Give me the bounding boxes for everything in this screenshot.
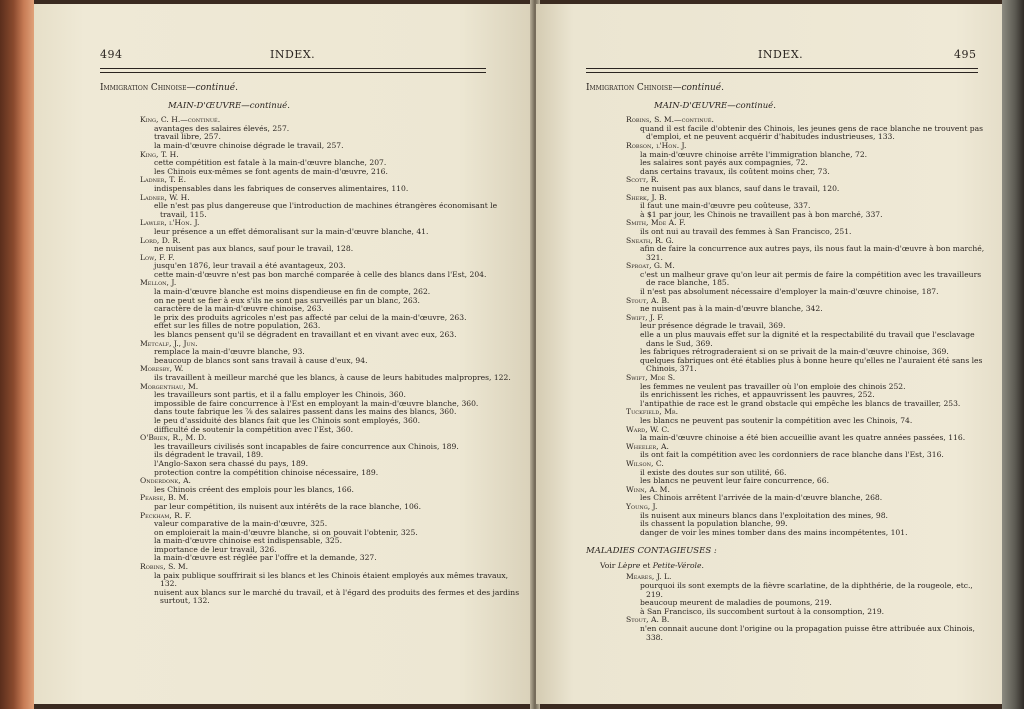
index-entry-line: ils dégradent le travail, 189. xyxy=(154,450,264,460)
index-entry-group xyxy=(586,314,986,374)
right-content xyxy=(586,84,986,642)
index-entry-name: Lawler, l'Hon. J. xyxy=(140,218,200,228)
index-entry-line: indispensables dans les fabriques de conserves alimentaires, 110. xyxy=(154,183,409,193)
index-entry-line: afin de faire la concurrence aux autres pays, ils nous faut la main-d'œuvre à bon marché, 321. xyxy=(640,244,985,262)
index-entry-name: Meares, J. L. xyxy=(626,572,672,582)
index-entry-group xyxy=(100,563,520,606)
left-page xyxy=(34,4,534,704)
index-entry-name: Ward, W. C. xyxy=(626,424,670,434)
right-page-header: INDEX. xyxy=(758,48,804,61)
index-entry-line: la main-d'œuvre chinoise a été bien accueillie avant les quatre années passées, 116. xyxy=(640,433,966,443)
index-entry-line: ils ont fait la compétition avec les cordonniers de race blanche dans l'Est, 316. xyxy=(640,450,944,460)
index-entry-line: danger de voir les mines tomber dans des mains incompétentes, 101. xyxy=(640,527,908,537)
index-entry-group xyxy=(100,237,520,254)
index-entry-group xyxy=(100,512,520,564)
index-entry-line: difficulté de soutenir la compétition avec l'Est, 360. xyxy=(154,424,353,434)
left-subsection-title: MAIN-D'ŒUVRE—continué. xyxy=(168,100,290,111)
index-entry-line: les blancs ne peuvent pas soutenir la compétition avec les Chinois, 74. xyxy=(640,415,913,425)
index-entry-group xyxy=(100,176,520,193)
index-entry-line: ils chassent la population blanche, 99. xyxy=(640,519,788,529)
index-entry-name: Low, F. F. xyxy=(140,252,175,262)
index-entry-line: ils enrichissent les riches, et appauvrissent les pauvres, 252. xyxy=(640,390,875,400)
left-section-title: Immigration Chinoise—continué. xyxy=(100,83,238,93)
index-entry-name: Sneath, R. G. xyxy=(626,235,674,245)
index-entry-name: Stout, A. B. xyxy=(626,615,670,625)
index-entry-line: les Chinois créent des emplois pour les blancs, 166. xyxy=(154,484,354,494)
index-entry-name: O'Brien, R., M. D. xyxy=(140,433,207,443)
index-entry-line: la main-d'œuvre chinoise dégrade le travail, 257. xyxy=(154,140,344,150)
index-entry-name: Scott, R. xyxy=(626,175,659,185)
index-entry-line: la paix publique souffrirait si les blancs et les Chinois étaient employés aux mêmes travaux, 132. xyxy=(154,570,509,589)
index-entry-group xyxy=(586,616,986,642)
index-entry-line: ils ont nui au travail des femmes à San Francisco, 251. xyxy=(640,226,852,236)
index-entry-line: impossible de faire concurrence à l'Est en employant la main-d'œuvre blanche, 360. xyxy=(154,398,479,408)
index-entry-line: quand il est facile d'obtenir des Chinois, les jeunes gens de race blanche ne trouvent pas d'emploi, et ne peuvent acquérir d'habitudes industrieuses, 133. xyxy=(640,123,984,142)
index-entry-line: leur présence a un effet démoralisant sur la main-d'œuvre blanche, 41. xyxy=(154,226,429,236)
index-entry-line: les fabriques rétrograderaient si on se privait de la main-d'œuvre chinoise, 369. xyxy=(640,347,949,357)
index-entry-group xyxy=(100,116,520,150)
index-entry-group xyxy=(586,116,986,142)
index-entry-group xyxy=(586,297,986,314)
index-entry-line: pourquoi ils sont exempts de la fièvre scarlatine, de la diphthérie, de la rougeole, etc., 219. xyxy=(640,581,973,599)
index-entry-name: Mellon, J. xyxy=(140,278,177,288)
index-entry-group xyxy=(586,176,986,193)
right-entries-2 xyxy=(586,573,986,642)
index-entry-line: importance de leur travail, 326. xyxy=(154,544,277,554)
index-entry-group xyxy=(586,219,986,236)
index-entry-name: Tuckfield, Mr. xyxy=(626,407,679,417)
left-entries xyxy=(100,116,520,606)
index-entry-line: nuisent aux blancs sur le marché du travail, et à l'égard des produits des fermes et des jardins surtout, 132. xyxy=(154,587,520,606)
index-entry-line: ne nuisent pas à la main-d'œuvre blanche, 342. xyxy=(640,304,823,314)
index-entry-line: on emploierait la main-d'œuvre blanche, si on pouvait l'obtenir, 325. xyxy=(154,527,418,537)
index-entry-name: King, C. H.—continué. xyxy=(140,115,221,125)
index-entry-line: elle a un plus mauvais effet sur la dignité et la respectabilité du travail que l'esclavage dans le Sud, 369. xyxy=(640,330,975,348)
index-entry-group xyxy=(586,443,986,460)
index-entry-name: Lord, D. R. xyxy=(140,235,181,245)
see-also-line: Voir Lèpre et Petite-Vérole. xyxy=(600,560,704,570)
index-entry-line: il faut une main-d'œuvre peu coûteuse, 337. xyxy=(640,201,811,211)
index-entry-group xyxy=(586,408,986,425)
index-entry-line: les Chinois arrêtent l'arrivée de la main-d'œuvre blanche, 268. xyxy=(640,493,883,503)
index-entry-line: ils travaillent à meilleur marché que les blancs, à cause de leurs habitudes malpropres, 122. xyxy=(154,373,511,382)
index-entry-line: il n'est pas absolument nécessaire d'employer la main-d'œuvre chinoise, 187. xyxy=(640,287,939,297)
index-entry-group xyxy=(100,383,520,435)
index-entry-line: on ne peut se fier à eux s'ils ne sont pas surveillés par un blanc, 263. xyxy=(154,295,420,305)
index-entry-name: Sherk, J. B. xyxy=(626,192,667,202)
index-entry-group xyxy=(586,142,986,176)
index-entry-group xyxy=(100,254,520,280)
index-entry-name: Swift, J. F. xyxy=(626,312,664,322)
index-entry-group xyxy=(100,151,520,177)
right-entries xyxy=(586,116,986,537)
index-entry-group xyxy=(586,374,986,408)
right-section2-title: MALADIES CONTAGIEUSES : xyxy=(586,546,717,557)
index-entry-line: les travailleurs civilisés sont incapables de faire concurrence aux Chinois, 189. xyxy=(154,441,459,451)
index-entry-line: les travailleurs sont partis, et il a fallu employer les Chinois, 360. xyxy=(154,390,406,400)
index-entry-line: c'est un malheur grave qu'on leur ait permis de faire la compétition avec les travailleurs de race blanche, 185. xyxy=(640,269,982,288)
index-entry-group xyxy=(100,279,520,339)
index-entry-line: les salaires sont payés aux compagnies, 72. xyxy=(640,158,808,168)
index-entry-line: la main-d'œuvre blanche est moins dispendieuse en fin de compte, 262. xyxy=(154,287,431,297)
index-entry-line: l'Anglo-Saxon sera chassé du pays, 189. xyxy=(154,458,309,468)
index-entry-line: avantages des salaires élevés, 257. xyxy=(154,123,290,133)
index-entry-name: Robins, S. M. xyxy=(140,562,189,572)
index-entry-line: à $1 par jour, les Chinois ne travaillent pas à bon marché, 337. xyxy=(640,209,883,219)
index-entry-line: effet sur les filles de notre population, 263. xyxy=(154,321,321,331)
index-entry-line: caractère de la main-d'œuvre chinoise, 263. xyxy=(154,304,324,314)
right-page-number: 495 xyxy=(954,48,977,61)
left-header-rule xyxy=(100,68,486,73)
index-entry-line: à San Francisco, ils succombent surtout à la consomption, 219. xyxy=(640,606,885,616)
index-entry-name: Metcalf, J., Jun. xyxy=(140,338,198,348)
index-entry-line: valeur comparative de la main-d'œuvre, 325. xyxy=(154,519,328,529)
index-entry-line: par leur compétition, ils nuisent aux intérêts de la race blanche, 106. xyxy=(154,501,422,511)
index-entry-name: Onderdonk, A. xyxy=(140,476,191,486)
index-entry-line: leur présence dégrade le travail, 369. xyxy=(640,321,786,331)
book-edge-right xyxy=(1002,0,1024,709)
index-entry-group xyxy=(100,340,520,366)
index-entry-name: Stout, A. B. xyxy=(626,295,670,305)
index-entry-line: beaucoup meurent de maladies de poumons, 219. xyxy=(640,598,832,608)
book-edge-left xyxy=(0,0,34,709)
right-page xyxy=(536,4,1002,704)
left-page-header: INDEX. xyxy=(270,48,316,61)
left-content xyxy=(100,84,520,606)
index-entry-line: la main-d'œuvre est réglée par l'offre et la demande, 327. xyxy=(154,553,377,563)
right-subsection-title: MAIN-D'ŒUVRE—continué. xyxy=(654,100,776,111)
index-entry-line: dans certains travaux, ils coûtent moins cher, 73. xyxy=(640,166,830,176)
index-entry-group xyxy=(586,194,986,220)
index-entry-group xyxy=(586,237,986,263)
index-entry-line: cette main-d'œuvre n'est pas bon marché comparée à celle des blancs dans l'Est, 204. xyxy=(154,269,487,279)
index-entry-name: Robson, l'Hon. J. xyxy=(626,140,687,150)
index-entry-line: le prix des produits agricoles n'est pas affecté par celui de la main-d'œuvre, 263. xyxy=(154,312,467,322)
right-section-title: Immigration Chinoise—continué. xyxy=(586,83,724,93)
index-entry-line: l'antipathie de race est le grand obstacle qui empêche les blancs de travailler, 253. xyxy=(640,398,961,408)
index-entry-line: la main-d'œuvre chinoise arrête l'immigration blanche, 72. xyxy=(640,149,868,159)
index-entry-name: King, T. H. xyxy=(140,149,179,159)
index-entry-line: cette compétition est fatale à la main-d'œuvre blanche, 207. xyxy=(154,158,387,168)
index-entry-line: les femmes ne veulent pas travailler où l'on emploie des chinois 252. xyxy=(640,381,906,391)
index-entry-name: Robins, S. M.—continué. xyxy=(626,115,714,125)
index-entry-group xyxy=(586,486,986,503)
index-entry-line: beaucoup de blancs sont sans travail à cause d'eux, 94. xyxy=(154,355,368,365)
index-entry-line: ne nuisent pas aux blancs, sauf pour le travail, 128. xyxy=(154,244,354,254)
index-entry-name: Young, J. xyxy=(626,501,658,511)
index-entry-group xyxy=(586,426,986,443)
index-entry-name: Ladner, T. E. xyxy=(140,175,187,185)
index-entry-line: quelques fabriques ont été établies plus à bonne heure qu'elles ne l'auraient été sans les Chinois, 371. xyxy=(640,355,983,374)
index-entry-group xyxy=(586,503,986,537)
left-page-number: 494 xyxy=(100,48,123,61)
index-entry-line: ne nuisent pas aux blancs, sauf dans le travail, 120. xyxy=(640,183,840,193)
index-entry-group xyxy=(100,494,520,511)
index-entry-group xyxy=(100,365,520,382)
index-entry-line: elle n'est pas plus dangereuse que l'introduction de machines étrangères économisant le travail, 115. xyxy=(154,201,498,219)
index-entry-name: Sproat, G. M. xyxy=(626,261,675,271)
right-header-rule xyxy=(586,68,978,73)
index-entry-line: il existe des doutes sur son utilité, 66. xyxy=(640,467,787,477)
index-entry-group xyxy=(586,262,986,296)
index-entry-group xyxy=(586,460,986,486)
index-entry-name: Peckham, R. F. xyxy=(140,510,192,520)
index-entry-line: travail libre, 257. xyxy=(154,132,221,142)
index-entry-line: jusqu'en 1876, leur travail a été avantageux, 203. xyxy=(154,261,346,271)
index-entry-name: Wheeler, A. xyxy=(626,441,669,451)
index-entry-line: dans toute fabrique les ⅞ des salaires passent dans les mains des blancs, 360. xyxy=(154,407,457,417)
index-entry-name: Moresby, W. xyxy=(140,364,184,374)
index-entry-line: ils nuisent aux mineurs blancs dans l'exploitation des mines, 98. xyxy=(640,510,888,520)
index-entry-line: n'en connait aucune dont l'origine ou la propagation puisse être attribuée aux Chinois, 338. xyxy=(640,624,975,642)
index-entry-line: les blancs ne peuvent leur faire concurrence, 66. xyxy=(640,476,830,486)
index-entry-group xyxy=(100,219,520,236)
index-entry-line: remplace la main-d'œuvre blanche, 93. xyxy=(154,347,305,357)
index-entry-name: Winn, A. M. xyxy=(626,484,670,494)
index-entry-group xyxy=(100,194,520,220)
index-entry-name: Smith, Mde A. F. xyxy=(626,218,686,228)
index-entry-line: les blancs pensent qu'il se dégradent en travaillant et en vivant avec eux, 263. xyxy=(154,330,457,340)
index-entry-name: Pearse, B. M. xyxy=(140,493,189,503)
index-entry-name: Swift, Mde S. xyxy=(626,373,676,382)
index-entry-group xyxy=(586,573,986,616)
index-entry-line: le peu d'assiduité des blancs fait que les Chinois sont employés, 360. xyxy=(154,415,421,425)
index-entry-name: Morgenthau, M. xyxy=(140,381,199,391)
index-entry-name: Ladner, W. H. xyxy=(140,192,190,202)
index-entry-line: protection contre la compétition chinoise nécessaire, 189. xyxy=(154,467,379,477)
index-entry-group xyxy=(100,434,520,477)
index-entry-name: Wilson, C. xyxy=(626,458,664,468)
index-entry-line: les Chinois eux-mêmes se font agents de main-d'œuvre, 216. xyxy=(154,166,388,176)
index-entry-group xyxy=(100,477,520,494)
index-entry-line: la main-d'œuvre chinoise est indispensable, 325. xyxy=(154,536,342,546)
